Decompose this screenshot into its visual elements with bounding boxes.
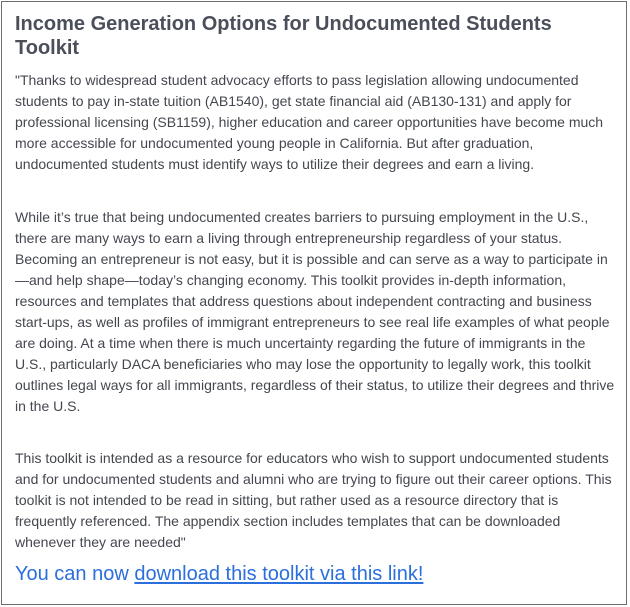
download-callout: [15, 562, 423, 586]
intro-paragraph: "Thanks to widespread student advocacy efforts to pass legislation allowing undocumented students to pay in-state tuition (AB1540), get state financial aid (AB130-131) and apply for professional licensing (SB1159), higher education and career opportunities have become much more accessible for undocumented young people in California. But after graduation, undocumented students must identify ways to utilize their degrees and earn a living.: [15, 72, 604, 172]
entrepreneurship-paragraph: While it’s true that being undocumented creates barriers to pursuing employment in the U.S., there are many ways to earn a living through entrepreneurship regardless of your status. Becoming an entrepreneur is not easy, but it is possible and can serve as a way to participate in —and help shape—today’s changing economy. This toolkit provides in-depth information, resources and templates that address questions about independent contracting and business start-ups, as well as profiles of immigrant entrepreneurs to see real life examples of what people are doing. At a time when there is much uncertainty regarding the future of immigrants in the U.S., particularly DACA beneficiaries who may lose the opportunity to legally work, this toolkit outlines legal ways for all immigrants, regardless of their status, to utilize their degrees and thrive in the U.S.: [15, 209, 615, 414]
page-title: Income Generation Options for Undocumented Students Toolkit: [15, 13, 552, 59]
download-toolkit-link[interactable]: download this toolkit via this link!: [134, 563, 424, 585]
content-panel: [1, 1, 627, 605]
download-callout-prefix: You can now: [15, 563, 135, 585]
toolkit-usage-paragraph: This toolkit is intended as a resource for educators who wish to support undocumented students and for undocumented students and alumni who are trying to figure out their career options. This toolkit is not intended to be read in sitting, but rather used as a resource directory that is frequently referenced. The appendix section includes templates that can be downloaded whenever they are needed": [15, 450, 612, 550]
